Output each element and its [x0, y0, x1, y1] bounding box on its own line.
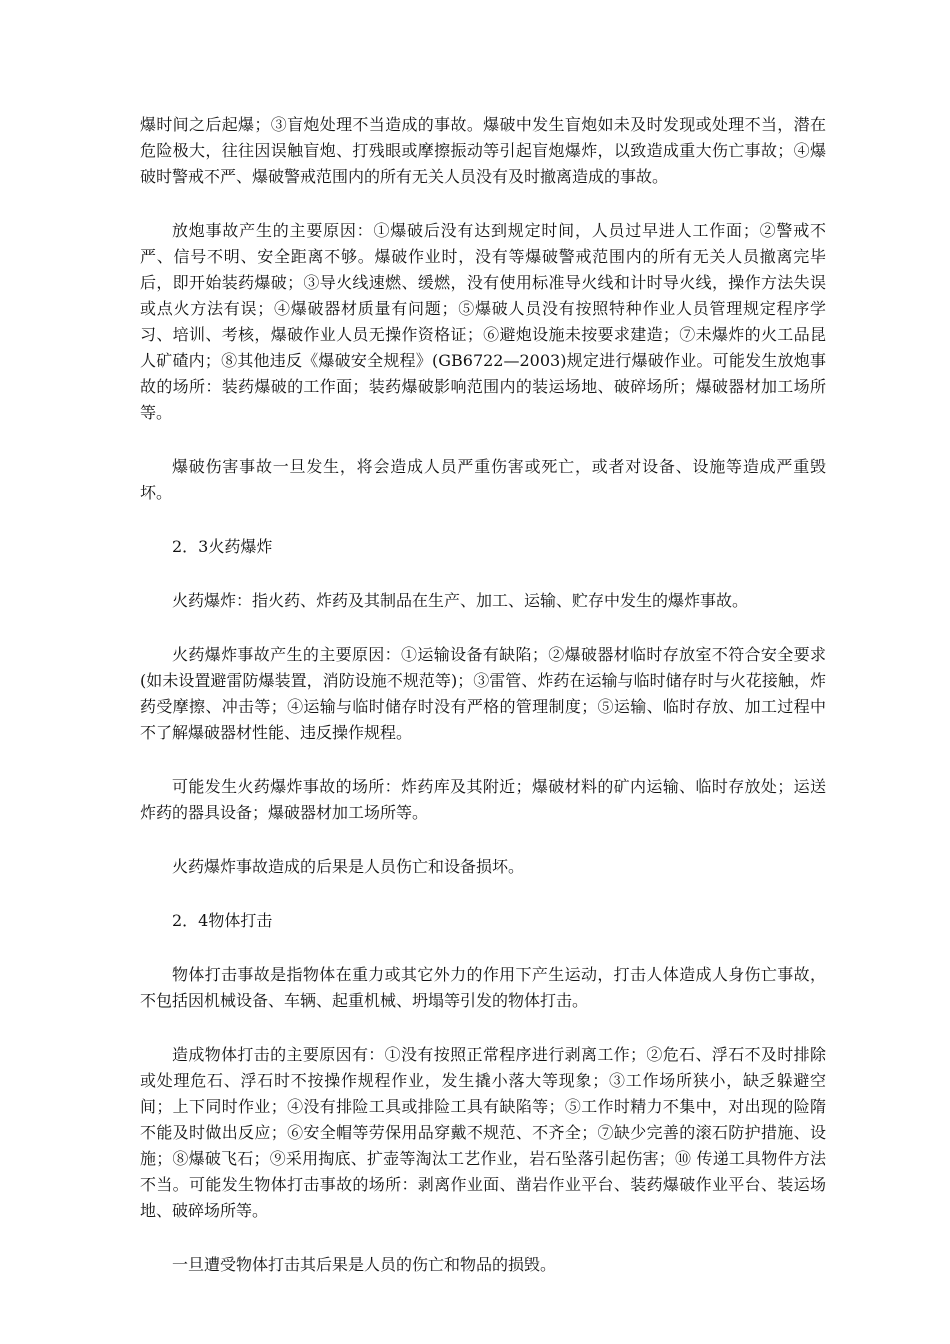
paragraph-blasting-accident-causes: 放炮事故产生的主要原因：①爆破后没有达到规定时间，人员过早进人工作面；②警戒不严、信号不明、安全距离不够。爆破作业时，没有等爆破警戒范围内的所有无关人员撤离完毕后，即开始装药爆破；③导火线速燃、缓燃，没有使用标准导火线和计时导火线，操作方法失误或点火方法有误；④爆破器材质量有问题；⑤爆破人员没有按照特种作业人员管理规定程序学习、培训、考核，爆破作业人员无操作资格证；⑥避炮设施未按要求建造；⑦未爆炸的火工品昆人矿碴内；⑧其他违反《爆破安全规程》(GB6722—2003)规定进行爆破作业。可能发生放炮事故的场所：装药爆破的工作面；装药爆破影响范围内的装运场地、破碎场所；爆破器材加工场所等。: [140, 221, 826, 422]
paragraph-blind-shot-continuation: 爆时间之后起爆；③盲炮处理不当造成的事故。爆破中发生盲炮如未及时发现或处理不当，潜在危险极大，往往因误触盲炮、打残眼或摩擦振动等引起盲炮爆炸，以致造成重大伤亡事故；④爆破时警戒不严、爆破警戒范围内的所有无关人员没有及时撤离造成的事故。: [140, 115, 826, 186]
paragraph-explosive-locations: 可能发生火药爆炸事故的场所：炸药库及其附近；爆破材料的矿内运输、临时存放处；运送炸药的器具设备；爆破器材加工场所等。: [140, 777, 826, 822]
paragraph-explosive-consequences: 火药爆炸事故造成的后果是人员伤亡和设备损坏。: [172, 857, 525, 876]
paragraph-blasting-consequences: 爆破伤害事故一旦发生，将会造成人员严重伤害或死亡，或者对设备、设施等造成严重毁坏。: [140, 457, 826, 502]
paragraph-explosive-definition: 火药爆炸：指火药、炸药及其制品在生产、加工、运输、贮存中发生的爆炸事故。: [172, 591, 749, 610]
paragraph-object-strike-definition: 物体打击事故是指物体在重力或其它外力的作用下产生运动，打击人体造成人身伤亡事故，不包括因机械设备、车辆、起重机械、坍塌等引发的物体打击。: [140, 965, 826, 1010]
section-heading-2-4: 2．4物体打击: [172, 911, 273, 930]
paragraph-object-strike-consequences: 一旦遭受物体打击其后果是人员的伤亡和物品的损毁。: [172, 1255, 557, 1274]
paragraph-object-strike-causes: 造成物体打击的主要原因有：①没有按照正常程序进行剥离工作；②危石、浮石不及时排除或处理危石、浮石时不按操作规程作业，发生撬小落大等现象；③工作场所狭小，缺乏躲避空间；上下同时作业；④没有排险工具或排险工具有缺陷等；⑤工作时精力不集中，对出现的险隋不能及时做出反应；⑥安全帽等劳保用品穿戴不规范、不齐全；⑦缺少完善的滚石防护措施、设施；⑧爆破飞石；⑨采用掏底、扩壶等淘汰工艺作业，岩石坠落引起伤害；⑩ 传递工具物件方法不当。可能发生物体打击事故的场所：剥离作业面、凿岩作业平台、装药爆破作业平台、装运场地、破碎场所等。: [140, 1045, 826, 1220]
section-heading-2-3: 2．3火药爆炸: [172, 537, 273, 556]
document-page: [140, 112, 826, 1306]
paragraph-explosive-causes: 火药爆炸事故产生的主要原因：①运输设备有缺陷；②爆破器材临时存放室不符合安全要求(如未设置避雷防爆装置，消防设施不规范等)；③雷管、炸药在运输与临时储存时与火花接触，炸药受摩擦、冲击等；④运输与临时储存时没有严格的管理制度；⑤运输、临时存放、加工过程中不了解爆破器材性能、违反操作规程。: [140, 645, 826, 742]
